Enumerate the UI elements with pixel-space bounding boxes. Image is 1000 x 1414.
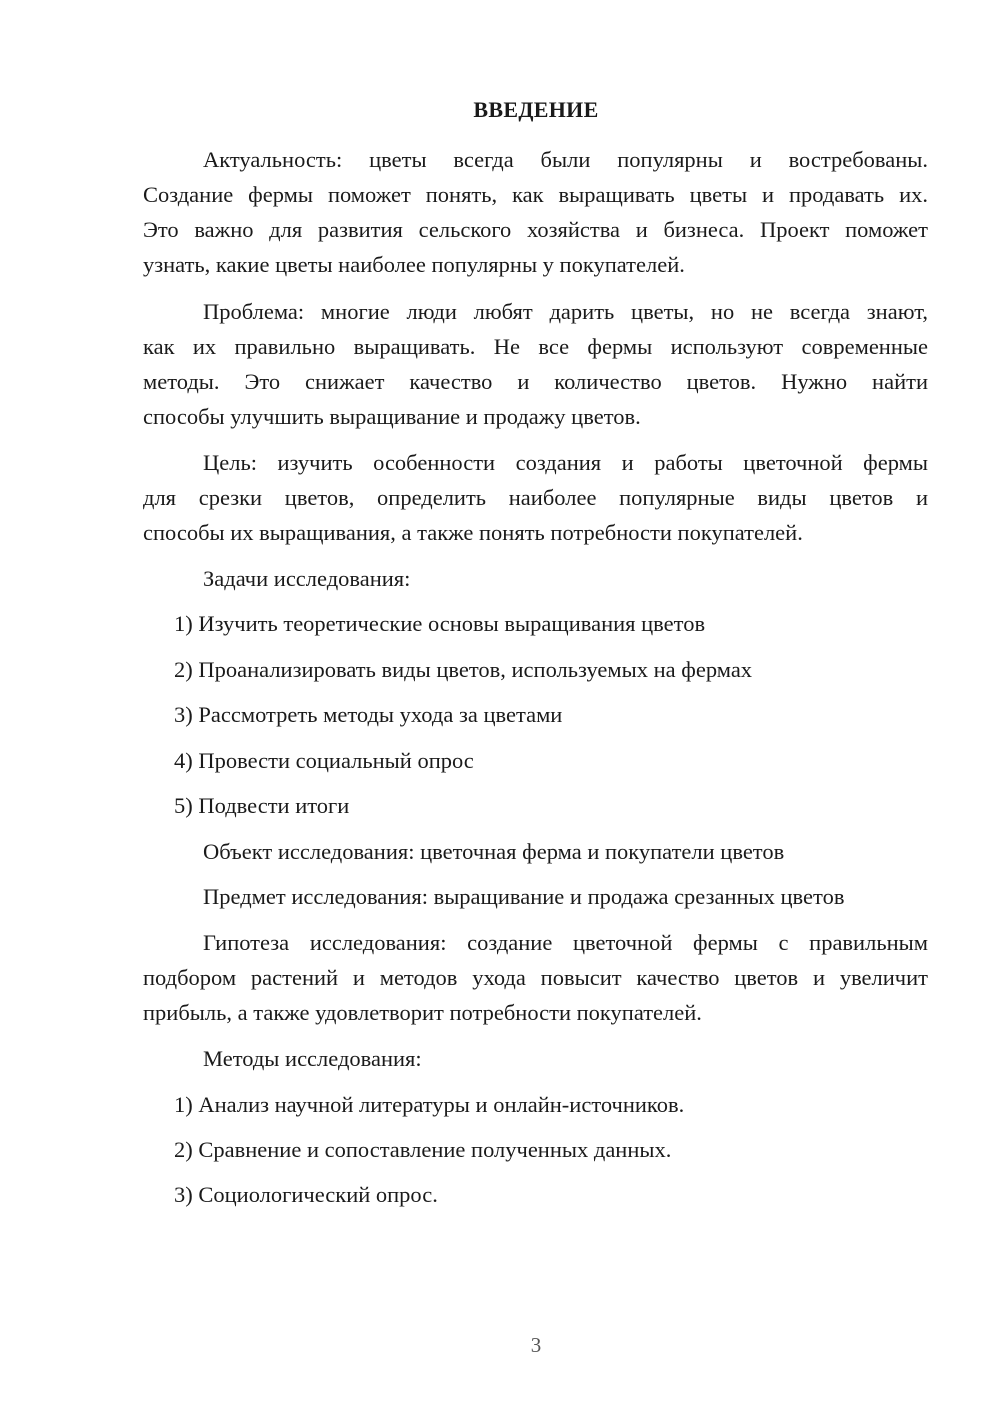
text-line: методы. Это снижает качество и количество цветов. Нужно найти — [143, 369, 928, 394]
tasks-title: Задачи исследования: — [203, 566, 411, 591]
list-item: 1) Анализ научной литературы и онлайн-источников. — [174, 1092, 685, 1117]
page-number: 3 — [530, 1333, 542, 1357]
text-line: Проблема: многие люди любят дарить цветы, но не всегда знают, — [203, 299, 928, 324]
research-object: Объект исследования: цветочная ферма и покупатели цветов — [203, 839, 785, 864]
text-line: прибыль, а также удовлетворит потребности покупателей. — [143, 1000, 702, 1025]
text-line: Актуальность: цветы всегда были популярны и востребованы. — [203, 147, 928, 172]
list-item: 2) Проанализировать виды цветов, используемых на фермах — [174, 657, 753, 682]
list-item: 5) Подвести итоги — [174, 793, 350, 818]
research-subject: Предмет исследования: выращивание и продажа срезанных цветов — [203, 884, 845, 909]
text-line: для срезки цветов, определить наиболее популярные виды цветов и — [143, 485, 928, 510]
list-item: 2) Сравнение и сопоставление полученных данных. — [174, 1137, 672, 1162]
list-item: 3) Социологический опрос. — [174, 1182, 438, 1207]
list-item: 4) Провести социальный опрос — [174, 748, 474, 773]
text-line: Гипотеза исследования: создание цветочной фермы с правильным — [203, 930, 928, 955]
methods-title: Методы исследования: — [203, 1046, 422, 1071]
text-line: Цель: изучить особенности создания и работы цветочной фермы — [203, 450, 928, 475]
text-line: узнать, какие цветы наиболее популярны у покупателей. — [143, 252, 685, 277]
text-line: как их правильно выращивать. Не все фермы используют современные — [143, 334, 928, 359]
text-line: Это важно для развития сельского хозяйства и бизнеса. Проект поможет — [143, 217, 928, 242]
text-line: подбором растений и методов ухода повысит качество цветов и увеличит — [143, 965, 928, 990]
text-line: способы их выращивания, а также понять потребности покупателей. — [143, 520, 803, 545]
text-line: Создание фермы поможет понять, как выращивать цветы и продавать их. — [143, 182, 928, 207]
list-item: 3) Рассмотреть методы ухода за цветами — [174, 702, 563, 727]
page-heading: ВВЕДЕНИЕ — [473, 97, 599, 122]
list-item: 1) Изучить теоретические основы выращивания цветов — [174, 611, 706, 636]
text-line: способы улучшить выращивание и продажу цветов. — [143, 404, 641, 429]
